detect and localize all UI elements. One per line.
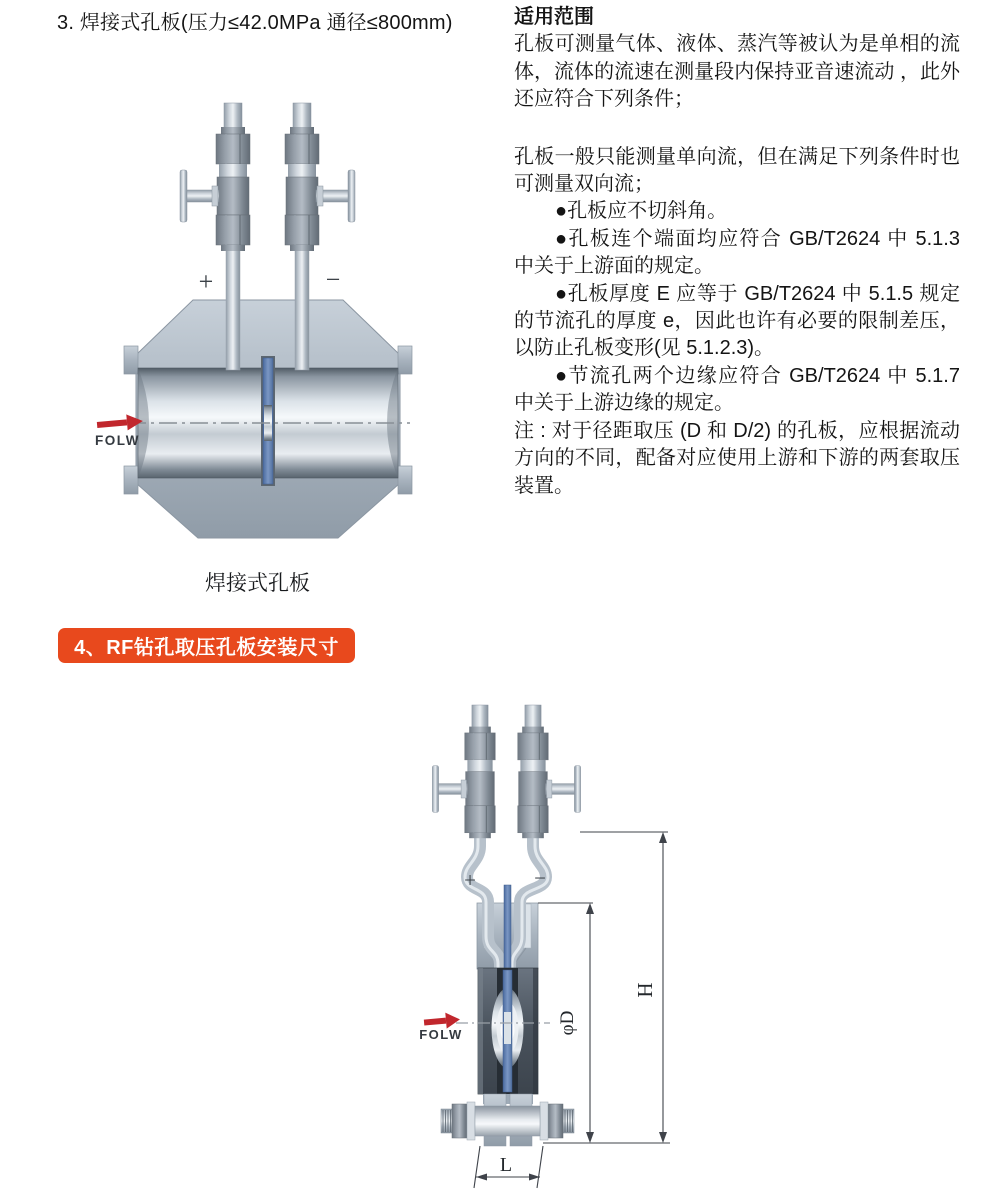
welded-orifice-figure: [85, 88, 425, 568]
flange-block: [478, 968, 538, 1094]
dim-d-label: φD: [557, 1010, 578, 1036]
needle-valve-right: [518, 705, 581, 838]
rf-orifice-dimension-figure: [400, 690, 700, 1199]
plus-label: +: [464, 868, 476, 892]
scope-title: 适用范围: [514, 6, 594, 28]
section3-heading: 3. 焊接式孔板(压力≤42.0MPa 通径≤800mm): [57, 12, 453, 34]
needle-valve-left: [180, 103, 250, 251]
dim-l-label: L: [499, 1154, 513, 1176]
plus-label: +: [198, 267, 214, 296]
minus-label: −: [534, 866, 546, 890]
flow-label: FOLW: [95, 433, 140, 448]
flow-label: FOLW: [419, 1027, 463, 1042]
bottom-bolt-assembly: [441, 1094, 574, 1146]
minus-label: −: [325, 265, 341, 294]
scope-text-column: [514, 4, 960, 500]
scope-bullet: ●孔板连个端面均应符合 GB/T2624 中 5.1.3 中关于上游面的规定。: [514, 227, 960, 278]
needle-valve-left: [432, 705, 495, 838]
scope-note: 注 : 对于径距取压 (D 和 D/2) 的孔板，应根据流动方向的不同，配备对应使用上游和下游的两套取压装置。: [514, 419, 960, 497]
dim-h-label: H: [633, 982, 657, 998]
scope-paragraph: 孔板一般只能测量单向流，但在满足下列条件时也可测量双向流；: [514, 145, 960, 196]
scope-bullet: ●孔板厚度 E 应等于 GB/T2624 中 5.1.5 规定的节流孔的厚度 e，因此也许有必要的限制差压，以防止孔板变形(见 5.1.2.3)。: [514, 282, 960, 360]
orifice-plate: [261, 356, 275, 486]
scope-paragraph: 孔板可测量气体、液体、蒸汽等被认为是单相的流体，流体的流速在测量段内保持亚音速流动 ，此外还应符合下列条件；: [514, 33, 960, 111]
scope-bullet: ●节流孔两个边缘应符合 GB/T2624 中 5.1.7 中关于上游边缘的规定。: [514, 364, 960, 415]
dimension-H: [580, 832, 668, 1143]
orifice-plate-tab: [504, 885, 511, 971]
scope-bullet: ●孔板应不切斜角。: [555, 200, 728, 223]
needle-valve-right: [285, 103, 355, 251]
figure-caption: 焊接式孔板: [205, 572, 310, 595]
section4-banner: 4、RF钻孔取压孔板安装尺寸: [58, 628, 355, 663]
dimension-L: [474, 1146, 543, 1188]
